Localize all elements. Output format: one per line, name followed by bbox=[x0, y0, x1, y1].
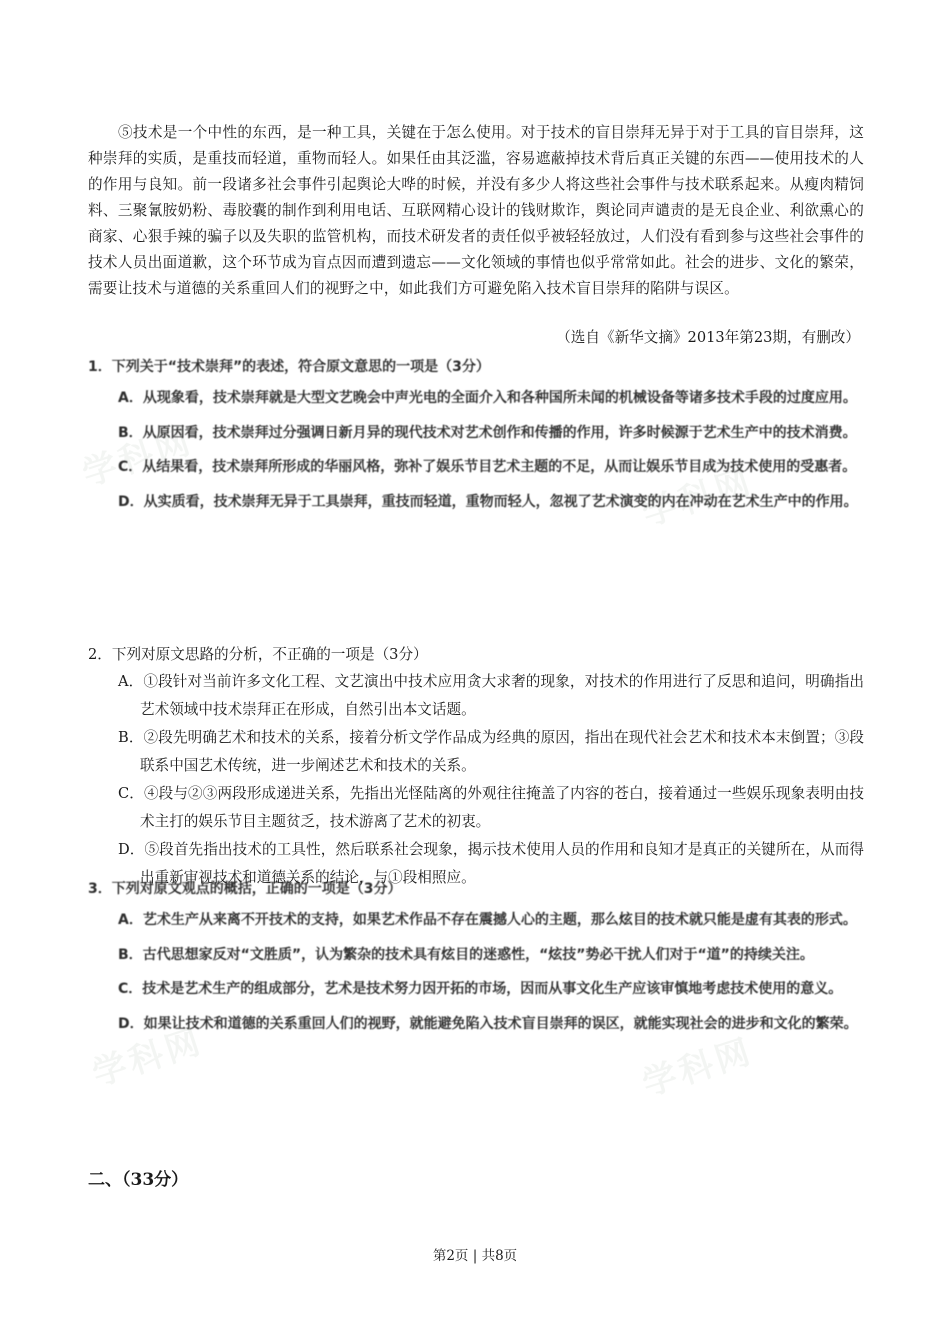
watermark: 学科网 bbox=[87, 1021, 209, 1095]
page-footer: 第2页 | 共8页 bbox=[432, 1248, 518, 1264]
question-3-option-a: A．艺术生产从来离不开技术的支持，如果艺术作品不存在震撼人心的主题，那么炫目的技术就只能是虚有其表的形式。 bbox=[118, 912, 857, 928]
watermark: 学科网 bbox=[637, 1031, 759, 1105]
question-1-option-a: A．从现象看，技术崇拜就是大型文艺晚会中声光电的全面介入和各种国所未闻的机械设备等诸多技术手段的过度应用。 bbox=[118, 390, 857, 406]
question-1-option-d: D．从实质看，技术崇拜无异于工具崇拜，重技而轻道，重物而轻人，忽视了艺术演变的内在冲动在艺术生产中的作用。 bbox=[118, 493, 858, 510]
question-1 bbox=[88, 352, 864, 520]
question-2-option-d: D．⑤段首先指出技术的工具性，然后联系社会现象，揭示技术使用人员的作用和良知才是真正的关键所在，从而得出重新审视技术和道德关系的结论，与①段相照应。 bbox=[118, 841, 864, 886]
question-1-title: 1．下列关于“技术崇拜”的表述，符合原文意思的一项是（3分） bbox=[88, 359, 490, 375]
question-1-option-b: B．从原因看，技术崇拜过分强调日新月异的现代技术对艺术创作和传播的作用，许多时候源于艺术生产中的技术消费。 bbox=[118, 424, 857, 441]
question-3 bbox=[88, 874, 864, 1042]
question-3-option-b: B．古代思想家反对“文胜质”，认为繁杂的技术具有炫目的迷惑性，“炫技”势必干扰人们对于“道”的持续关注。 bbox=[118, 946, 814, 963]
watermark: 学科网 bbox=[637, 461, 759, 535]
question-2-title: 2．下列对原文思路的分析，不正确的一项是（3分） bbox=[88, 646, 428, 663]
watermark: 学科网 bbox=[77, 421, 199, 495]
question-2-option-a: A．①段针对当前许多文化工程、文艺演出中技术应用贪大求奢的现象，对技术的作用进行了反思和追问，明确指出艺术领域中技术崇拜正在形成，自然引出本文话题。 bbox=[118, 673, 864, 718]
passage-source: （选自《新华文摘》2013年第23期，有删改） bbox=[556, 329, 860, 346]
question-2 bbox=[88, 642, 864, 892]
question-3-option-d: D．如果让技术和道德的关系重回人们的视野，就能避免陷入技术盲目崇拜的误区，就能实现社会的进步和文化的繁荣。 bbox=[118, 1015, 858, 1032]
question-1-option-c: C．从结果看，技术崇拜所形成的华丽风格，弥补了娱乐节目艺术主题的不足，从而让娱乐节目成为技术使用的受惠者。 bbox=[118, 459, 857, 475]
question-2-option-c: C．④段与②③两段形成递进关系，先指出光怪陆离的外观往往掩盖了内容的苍白，接着通过一些娱乐现象表明由技术主打的娱乐节目主题贫乏，技术游离了艺术的初衷。 bbox=[118, 785, 864, 830]
section-heading: 二、（33分） bbox=[88, 1170, 189, 1190]
question-3-title: 3．下列对原文观点的概括，正确的一项是（3分） bbox=[88, 881, 402, 897]
question-2-option-b: B．②段先明确艺术和技术的关系，接着分析文学作品成为经典的原因，指出在现代社会艺术和技术本末倒置；③段联系中国艺术传统，进一步阐述艺术和技术的关系。 bbox=[118, 729, 864, 774]
passage-paragraph-5: ⑤技术是一个中性的东西，是一种工具，关键在于怎么使用。对于技术的盲目崇拜无异于对于工具的盲目崇拜，这种崇拜的实质，是重技而轻道，重物而轻人。如果任由其泛滥，容易遮蔽掉技术背后真正关键的东西——使用技术的人的作用与良知。前一段诸多社会事件引起舆论大哗的时候，并没有多少人将这些社会事件与技术联系起来。从瘦肉精饲料、三聚氰胺奶粉、毒胶囊的制作到利用电话、互联网精心设计的钱财欺诈，舆论同声谴责的是无良企业、利欲熏心的商家、心狠手辣的骗子以及失职的监管机构，而技术研发者的责任似乎被轻轻放过，人们没有看到参与这些社会事件的技术人员出面道歉，这个环节成为盲点因而遭到遗忘——文化领域的事情也似乎常常如此。社会的进步、文化的繁荣，需要让技术与道德的关系重回人们的视野之中，如此我们方可避免陷入技术盲目崇拜的陷阱与误区。 bbox=[88, 124, 864, 297]
question-3-option-c: C．技术是艺术生产的组成部分，艺术是技术努力因开拓的市场，因而从事文化生产应该审慎地考虑技术使用的意义。 bbox=[118, 981, 843, 997]
